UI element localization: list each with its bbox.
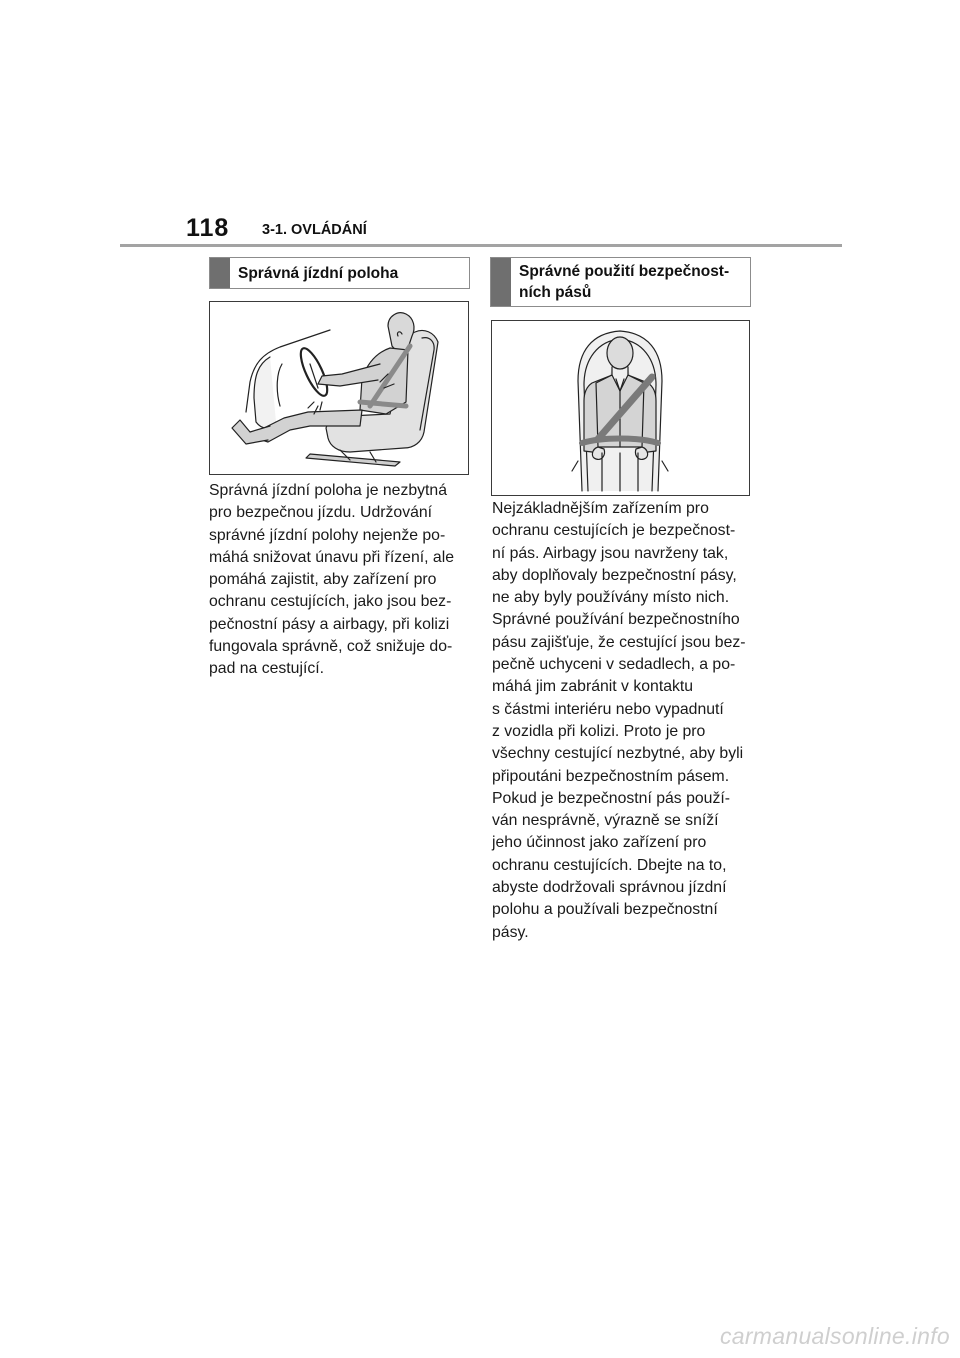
text-line: máhá snižovat únavu při řízení, ale bbox=[209, 548, 454, 566]
heading-correct-driving-position bbox=[209, 257, 470, 289]
heading-marker bbox=[210, 258, 230, 288]
text-line: připoutáni bezpečnostním pásem. bbox=[492, 767, 730, 785]
heading-marker bbox=[491, 258, 511, 306]
text-line: ne aby byly používány místo nich. bbox=[492, 589, 730, 607]
watermark: carmanualsonline.info bbox=[719, 1323, 950, 1349]
text-line: pomáhá zajistit, aby zařízení pro bbox=[209, 571, 437, 589]
heading-line: ních pásů bbox=[519, 284, 592, 301]
driving-position-illustration bbox=[209, 301, 469, 475]
text-line: jeho účinnost jako zařízení pro bbox=[492, 834, 707, 852]
heading-line: Správné použití bezpečnost- bbox=[519, 263, 730, 280]
text-line: všechny cestující nezbytné, aby byli bbox=[492, 745, 744, 763]
seatbelt-illustration bbox=[491, 320, 750, 496]
right-paragraph bbox=[492, 498, 754, 944]
text-line: z vozidla při kolizi. Proto je pro bbox=[492, 722, 706, 740]
text-line: pásy. bbox=[492, 923, 529, 941]
text-line: ochranu cestujících. Dbejte na to, bbox=[492, 856, 727, 874]
text-line: s částmi interiéru nebo vypadnutí bbox=[492, 700, 724, 718]
text-line: Správné používání bezpečnostního bbox=[492, 611, 740, 629]
left-paragraph bbox=[209, 480, 471, 681]
text-line: pásu zajišťuje, že cestující jsou bez- bbox=[492, 633, 746, 651]
text-line: Nejzákladnějším zařízením pro bbox=[492, 500, 709, 517]
header-divider bbox=[120, 244, 842, 247]
page-number: 118 bbox=[186, 214, 230, 242]
text-line: pečně uchyceni v sedadlech, a po- bbox=[492, 656, 736, 674]
text-line: pad na cestující. bbox=[209, 660, 325, 678]
heading-label bbox=[511, 258, 737, 306]
text-line: správné jízdní polohy nejenže po- bbox=[209, 526, 446, 544]
text-line: fungovala správně, což snižuje do- bbox=[209, 638, 453, 656]
text-line: ván nesprávně, výrazně se sníží bbox=[492, 812, 719, 830]
text-line: ní pás. Airbagy jsou navrženy tak, bbox=[492, 544, 729, 562]
text-line: abyste dodržovali správnou jízdní bbox=[492, 879, 727, 897]
text-line: ochranu cestujících, jako jsou bez- bbox=[209, 593, 452, 611]
text-line: pro bezpečnou jízdu. Udržování bbox=[209, 504, 433, 522]
text-line: ochranu cestujících je bezpečnost- bbox=[492, 522, 736, 540]
heading-label: Správná jízdní poloha bbox=[238, 265, 399, 282]
text-line: pečnostní pásy a airbagy, při kolizi bbox=[209, 615, 450, 633]
text-line: Pokud je bezpečnostní pás použí- bbox=[492, 789, 730, 807]
text-line: polohu a používali bezpečnostní bbox=[492, 901, 718, 919]
text-line: aby doplňovaly bezpečnostní pásy, bbox=[492, 566, 737, 584]
section-title: 3-1. OVLÁDÁNÍ bbox=[262, 222, 367, 238]
text-line: máhá jim zabránit v kontaktu bbox=[492, 678, 694, 696]
heading-correct-seatbelt-use bbox=[490, 257, 751, 307]
text-line: Správná jízdní poloha je nezbytná bbox=[209, 482, 447, 499]
